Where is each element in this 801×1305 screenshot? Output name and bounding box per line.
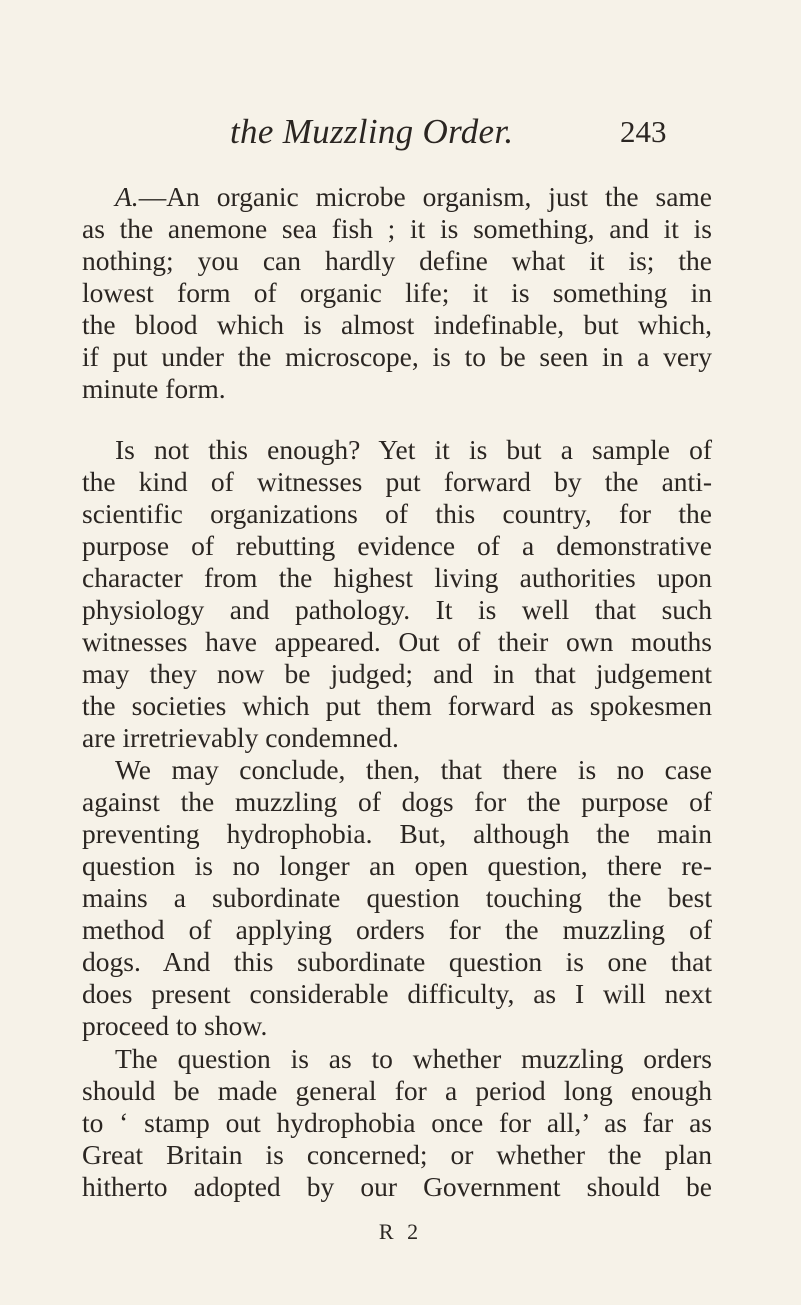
text-line: hitherto adopted by our Government should be — [82, 1171, 712, 1202]
text-line: physiology and pathology. It is well that such — [82, 594, 712, 625]
text-line: A.—An organic microbe organism, just the same — [115, 181, 712, 212]
text-line: Great Britain is concerned; or whether the plan — [82, 1139, 712, 1170]
text-line: lowest form of organic life; it is something in — [82, 277, 712, 308]
text-line: mains a subordinate question touching the best — [82, 882, 712, 913]
text-line: Is not this enough? Yet it is but a sample of — [115, 434, 712, 465]
running-header — [0, 112, 801, 164]
text-line: are irretrievably condemned. — [82, 722, 399, 753]
text-line: the kind of witnesses put forward by the anti- — [82, 466, 712, 497]
text-line: question is no longer an open question, there re- — [82, 850, 712, 881]
text-line: does present considerable difficulty, as I will next — [82, 978, 712, 1009]
text-line: may they now be judged; and in that judgement — [82, 658, 712, 689]
running-title: the Muzzling Order. — [230, 112, 514, 151]
text-line: the blood which is almost indefinable, but which, — [82, 309, 712, 340]
text-line: minute form. — [82, 373, 226, 404]
text-line: against the muzzling of dogs for the purpose of — [82, 786, 712, 817]
speaker-label: A. — [115, 181, 139, 212]
text-line: nothing; you can hardly define what it is; the — [82, 245, 712, 276]
text-line: scientific organizations of this country, for the — [82, 498, 712, 529]
text-line: dogs. And this subordinate question is one that — [82, 946, 712, 977]
text-line: the societies which put them forward as spokesmen — [82, 690, 712, 721]
signature-mark: R 2 — [378, 1219, 423, 1244]
text-line: as the anemone sea fish ; it is something, and it is — [82, 213, 712, 244]
text-line: preventing hydrophobia. But, although the main — [82, 818, 712, 849]
text-line: purpose of rebutting evidence of a demonstrative — [82, 530, 712, 561]
text-line: method of applying orders for the muzzling of — [82, 914, 712, 945]
text-line: to ‘ stamp out hydrophobia once for all,’ as far as — [82, 1107, 712, 1138]
text-line: witnesses have appeared. Out of their own mouths — [82, 626, 712, 657]
text-line: if put under the microscope, is to be seen in a very — [82, 341, 712, 372]
text-line: should be made general for a period long enough — [82, 1075, 712, 1106]
text-line: We may conclude, then, that there is no case — [115, 754, 712, 785]
page-number: 243 — [620, 114, 667, 149]
text-line: The question is as to whether muzzling orders — [115, 1043, 712, 1074]
text-line: character from the highest living authorities upon — [82, 562, 712, 593]
text-line: proceed to show. — [82, 1010, 268, 1041]
